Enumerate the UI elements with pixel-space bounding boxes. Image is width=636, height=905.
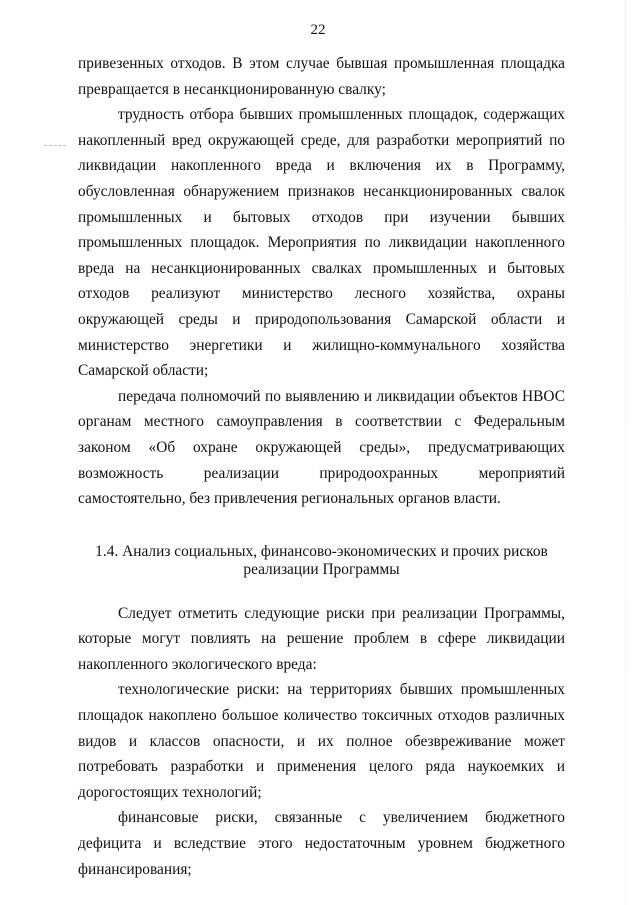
section-heading-line: реализации Программы <box>243 560 400 578</box>
section-heading-line: 1.4. Анализ социальных, финансово-экономических и прочих рисков <box>95 542 548 560</box>
document-body <box>78 51 565 882</box>
paragraph: Следует отметить следующие риски при реализации Программы, которые могут повлиять на решение проблем в сфере ликвидации накопленного экологического вреда: <box>78 604 565 673</box>
scan-edge <box>625 0 626 905</box>
scan-mark <box>44 145 66 146</box>
section-heading <box>78 543 565 579</box>
paragraph: передача полномочий по выявлению и ликвидации объектов НВОС органам местного самоуправления в соответствии с Федеральным законом «Об охране окружающей среды», предусматривающих возможность реализации природоохранных мероприятий самостоятельно, без привлечения региональных органов власти. <box>78 387 565 508</box>
paragraph: привезенных отходов. В этом случае бывшая промышленная площадка превращается в несанкционированную свалку; <box>78 55 565 98</box>
paragraph: технологические риски: на территориях бывших промышленных площадок накоплено большое количество токсичных отходов различных видов и классов опасности, и их полное обезвреживание может потребовать разработки и применения целого ряда наукоемких и дорогостоящих технологий; <box>78 681 565 801</box>
paragraph: финансовые риски, связанные с увеличением бюджетного дефицита и вследствие этого недостаточным уровнем бюджетного финансирования; <box>78 809 565 878</box>
page-number: 22 <box>310 22 326 38</box>
paragraph: трудность отбора бывших промышленных площадок, содержащих накопленный вред окружающей среде, для разработки мероприятий по ликвидации накопленного вреда и включения их в Программу, обусловленная обнаружением признаков несанкционированных свалок промышленных и бытовых отходов при изучении бывших промышленных площадок. Мероприятия по ликвидации накопленного вреда на несанкционированных свалках промышленных и бытовых отходов реализуют министерство лесного хозяйства, охраны окружающей среды и природопользования Самарской области и министерство энергетики и жилищно-коммунального хозяйства Самарской области; <box>78 106 565 380</box>
